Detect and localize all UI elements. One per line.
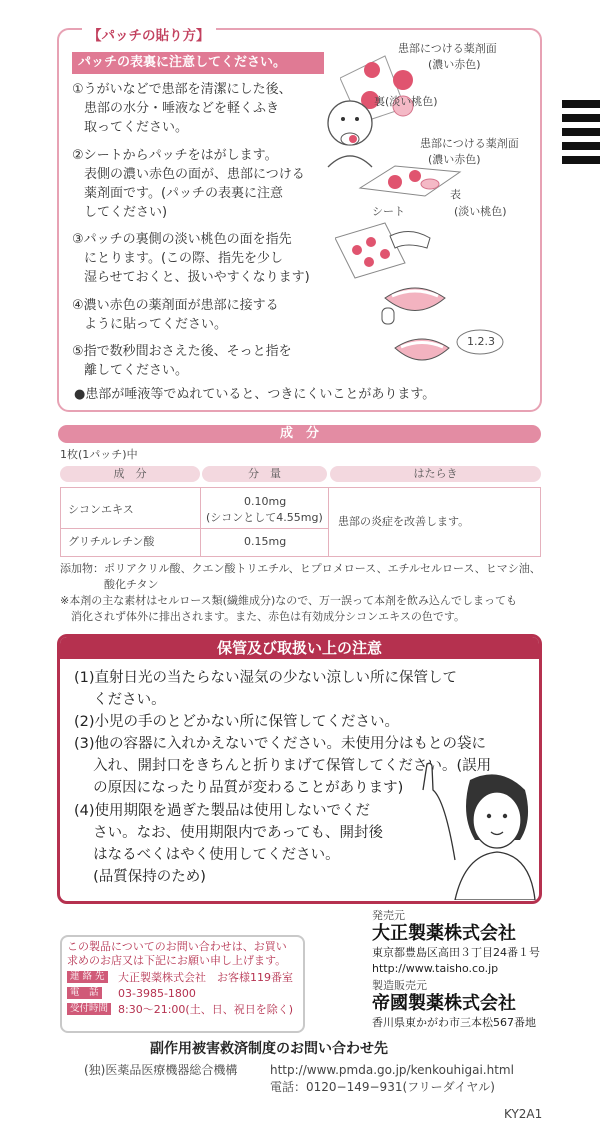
- step-1-line: 取ってください。: [84, 120, 189, 135]
- storage-line: はなるべくはやく使用してください。: [74, 847, 340, 863]
- step-5-line: 離してください。: [84, 363, 189, 378]
- storage-line: (品質保持のため): [74, 869, 206, 885]
- col-header-amount: 分 量: [202, 466, 327, 482]
- relief-url: http://www.pmda.go.jp/kenkouhigai.html: [270, 1063, 514, 1077]
- contact-tag: 連 絡 先: [67, 971, 108, 983]
- table-divider: [60, 528, 328, 529]
- table-row-effect: 患部の炎症を改善します。: [338, 515, 470, 528]
- storage-line: (2)小児の手のとどかない所に保管してください。: [74, 714, 400, 730]
- seller-address: 東京都豊島区高田３丁目24番１号: [372, 946, 540, 959]
- contact-intro: この製品についてのお問い合わせは、お買い: [67, 940, 287, 953]
- relief-org: (独)医薬品医療機器総合機構: [84, 1063, 238, 1077]
- seller-label: 発売元: [372, 909, 405, 922]
- contact-tag: 電 話: [67, 987, 102, 999]
- edge-stripe: [562, 142, 600, 150]
- step-2-line: してください): [84, 205, 168, 220]
- illus-label-sheet: シート: [372, 205, 405, 218]
- storage-line: (1)直射日光の当たらない湿気の少ない涼しい所に保管して: [74, 670, 458, 686]
- table-row-name: シコンエキス: [68, 503, 134, 516]
- table-row-amount-sub: (シコンとして4.55mg): [206, 511, 323, 524]
- ingredients-note: 消化されず体外に排出されます。また、赤色は有効成分シコンエキスの色です。: [60, 610, 466, 623]
- storage-line: さい。なお、使用期限内であっても、開封後: [74, 825, 383, 841]
- table-divider: [200, 487, 201, 557]
- step-5-line: ⑤指で数秒間おさえた後、そっと指を: [72, 344, 292, 359]
- maker-address: 香川県東かがわ市三本松567番地: [372, 1016, 536, 1029]
- contact-phone: 03-3985-1800: [118, 987, 196, 1000]
- illus-label-face-sub: (濃い赤色): [428, 58, 481, 71]
- seller-url: http://www.taisho.co.jp: [372, 962, 499, 975]
- step-1-line: 患部の水分・唾液などを軽くふき: [84, 101, 280, 116]
- storage-heading: 保管及び取扱い上の注意: [60, 637, 539, 659]
- col-header-ingredient: 成 分: [60, 466, 200, 482]
- storage-line: の原因になったり品質が変わることがあります): [74, 780, 404, 796]
- step-2-line: 表側の濃い赤色の面が、患部につける: [84, 167, 305, 182]
- step-2-line: 薬剤面です。(パッチの表裏に注意: [84, 186, 284, 201]
- ingredients-per: 1枚(1パッチ)中: [60, 448, 138, 461]
- edge-stripe: [562, 100, 600, 108]
- table-divider: [328, 487, 329, 557]
- step-4-line: ように貼ってください。: [84, 317, 228, 332]
- relief-phone: 電話：0120−149−931(フリーダイヤル): [270, 1080, 495, 1094]
- seller-name: 大正製薬株式会社: [372, 923, 516, 944]
- maker-label: 製造販売元: [372, 979, 427, 992]
- table-row-name: グリチルレチン酸: [68, 535, 155, 548]
- contact-company: 大正製薬株式会社 お客様119番室: [118, 971, 293, 984]
- contact-intro: 求めのお店又は下記にお願い申し上げます。: [67, 954, 287, 967]
- illus-label-face: 患部につける薬剤面: [398, 42, 497, 55]
- step-2-line: ②シートからパッチをはがします。: [72, 148, 278, 163]
- additives-line: 酸化チタン: [60, 578, 159, 591]
- contact-tag: 受付時間: [67, 1003, 111, 1015]
- ingredients-note: ※本剤の主な素材はセルロース類(繊維成分)なので、万一誤って本剤を飲み込んでしまっても: [60, 594, 518, 607]
- pointing-woman-illustration: [415, 760, 537, 900]
- additives-line: 添加物：ポリアクリル酸、クエン酸トリエチル、ヒプロメロース、エチルセルロース、ヒマシ油、: [60, 562, 541, 575]
- table-row-amount: 0.15mg: [244, 535, 287, 548]
- person-applying-illustration: [320, 95, 380, 170]
- contact-hours: 8:30〜21:00(土、日、祝日を除く): [118, 1003, 293, 1016]
- illus-label-back-2: (淡い桃色): [454, 205, 507, 218]
- finger-pickup-illustration: [335, 218, 435, 280]
- patch-peeling-illustration: [355, 160, 465, 200]
- count-bubble-text: 1.2.3: [467, 335, 495, 348]
- storage-line: (4)使用期限を過ぎた製品は使用しないでくだ: [74, 803, 371, 819]
- maker-name: 帝國製薬株式会社: [372, 993, 516, 1014]
- step-4-line: ④濃い赤色の薬剤面が患部に接する: [72, 298, 279, 313]
- relief-title: 副作用被害救済制度のお問い合わせ先: [150, 1041, 388, 1057]
- edge-stripe: [562, 128, 600, 136]
- step-1-line: ①うがいなどで患部を清潔にした後、: [72, 82, 292, 97]
- edge-stripe: [562, 156, 600, 164]
- illus-label-front: 表: [450, 188, 461, 201]
- step-3-line: ③パッチの裏側の淡い桃色の面を指先: [72, 232, 292, 247]
- howto-note: ●患部が唾液等でぬれていると、つきにくいことがあります。: [74, 387, 436, 402]
- illus-label-back: 裏(淡い桃色): [374, 95, 438, 108]
- edge-stripe: [562, 114, 600, 122]
- table-row-amount: 0.10mg: [244, 495, 287, 508]
- illus-label-face-2-sub: (濃い赤色): [428, 153, 481, 166]
- product-code: KY2A1: [504, 1107, 543, 1121]
- ingredients-heading: 成 分: [58, 425, 541, 443]
- howto-warning: パッチの表裏に注意してください。: [72, 52, 324, 74]
- mouth-press-illustration: [392, 330, 452, 375]
- storage-line: (3)他の容器に入れかえないでください。未使用分はもとの袋に: [74, 736, 487, 752]
- mouth-apply-illustration: [380, 278, 450, 328]
- storage-line: ください。: [74, 692, 166, 708]
- howto-heading: 【パッチの貼り方】: [82, 24, 216, 44]
- col-header-effect: はたらき: [330, 466, 541, 482]
- step-3-line: にとります。(この際、指先を少し: [84, 251, 284, 266]
- step-3-line: 湿らせておくと、扱いやすくなります): [84, 270, 310, 285]
- storage-line: 入れ、開封口をきちんと折りまげて保管してください。(誤用: [74, 758, 492, 774]
- illus-label-face-2: 患部につける薬剤面: [420, 137, 519, 150]
